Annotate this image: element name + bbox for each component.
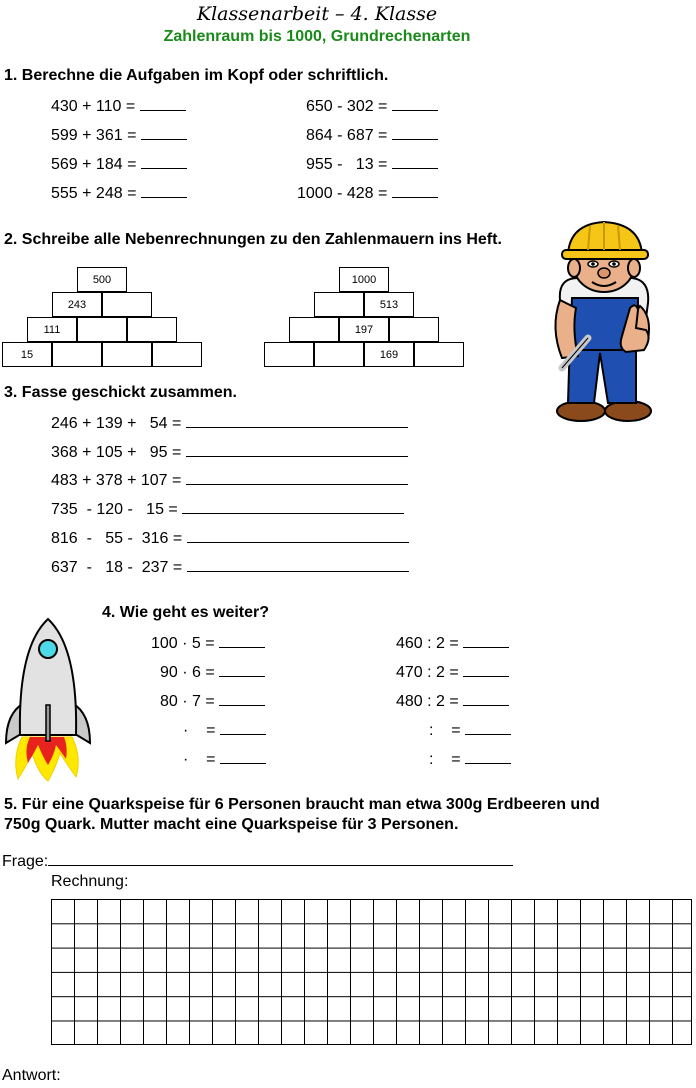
rocket-icon: [2, 617, 96, 783]
calculation-grid[interactable]: [51, 899, 692, 1045]
wall2-brick[interactable]: [314, 342, 364, 367]
task2-heading: 2. Schreibe alle Nebenrechnungen zu den Zahlenmauern ins Heft.: [4, 231, 502, 248]
task1-heading: 1. Berechne die Aufgaben im Kopf oder schriftlich.: [4, 67, 389, 84]
task3-item-2: 483 + 378 + 107 =: [51, 470, 408, 490]
task5-heading-line1: 5. Für eine Quarkspeise für 6 Personen braucht man etwa 300g Erdbeeren und: [4, 796, 600, 813]
task4-left-3: · =: [183, 720, 266, 740]
rechnung-label: Rechnung:: [51, 873, 129, 890]
wall1-brick[interactable]: [102, 342, 152, 367]
wall1-brick[interactable]: 243: [52, 292, 102, 317]
task4-left-2: 80 · 7 =: [160, 691, 265, 711]
task1-left-3: 555 + 248 =: [51, 183, 187, 203]
wall2-brick[interactable]: 513: [364, 292, 414, 317]
wall1-brick[interactable]: [102, 292, 152, 317]
construction-worker-icon: [548, 218, 660, 428]
antwort-label: Antwort:: [2, 1067, 61, 1084]
wall2-brick[interactable]: [314, 292, 364, 317]
task3-item-4: 816 - 55 - 316 =: [51, 528, 409, 548]
task4-right-2: 480 : 2 =: [396, 691, 509, 711]
task3-item-1: 368 + 105 + 95 =: [51, 442, 408, 462]
task1-right-1: 864 - 687 =: [306, 125, 438, 145]
task4-right-3: : =: [429, 720, 511, 740]
wall2-brick[interactable]: [289, 317, 339, 342]
wall2-brick[interactable]: [389, 317, 439, 342]
task4-heading: 4. Wie geht es weiter?: [102, 604, 270, 621]
task3-item-0: 246 + 139 + 54 =: [51, 413, 408, 433]
task3-heading: 3. Fasse geschickt zusammen.: [4, 384, 237, 401]
task1-right-0: 650 - 302 =: [306, 96, 438, 116]
frage-line: Frage:: [2, 853, 513, 871]
task3-item-3: 735 - 120 - 15 =: [51, 499, 404, 519]
wall2-brick[interactable]: 197: [339, 317, 389, 342]
wall1-brick[interactable]: 15: [2, 342, 52, 367]
wall2-brick-top[interactable]: 1000: [339, 267, 389, 292]
page-subtitle: Zahlenraum bis 1000, Grundrechenarten: [163, 28, 471, 45]
task1-left-0: 430 + 110 =: [51, 96, 186, 116]
wall1-brick[interactable]: [77, 317, 127, 342]
wall2-brick[interactable]: 169: [364, 342, 414, 367]
task4-left-1: 90 · 6 =: [160, 662, 265, 682]
task1-right-2: 955 - 13 =: [306, 154, 438, 174]
task1-left-1: 599 + 361 =: [51, 125, 187, 145]
task1-left-2: 569 + 184 =: [51, 154, 187, 174]
task4-right-1: 470 : 2 =: [396, 662, 509, 682]
wall1-brick[interactable]: [152, 342, 202, 367]
task4-left-4: · =: [183, 749, 266, 769]
wall1-brick[interactable]: 111: [27, 317, 77, 342]
task4-right-4: : =: [429, 749, 511, 769]
wall1-brick-top[interactable]: 500: [77, 267, 127, 292]
task3-item-5: 637 - 18 - 237 =: [51, 557, 409, 577]
wall1-brick[interactable]: [127, 317, 177, 342]
task4-right-0: 460 : 2 =: [396, 633, 509, 653]
task1-right-3: 1000 - 428 =: [297, 183, 438, 203]
task5-heading-line2: 750g Quark. Mutter macht eine Quarkspeise für 3 Personen.: [4, 816, 459, 833]
wall2-brick[interactable]: [264, 342, 314, 367]
wall2-brick[interactable]: [414, 342, 464, 367]
page-title: Klassenarbeit – 4. Klasse: [196, 3, 438, 25]
wall1-brick[interactable]: [52, 342, 102, 367]
task4-left-0: 100 · 5 =: [151, 633, 265, 653]
